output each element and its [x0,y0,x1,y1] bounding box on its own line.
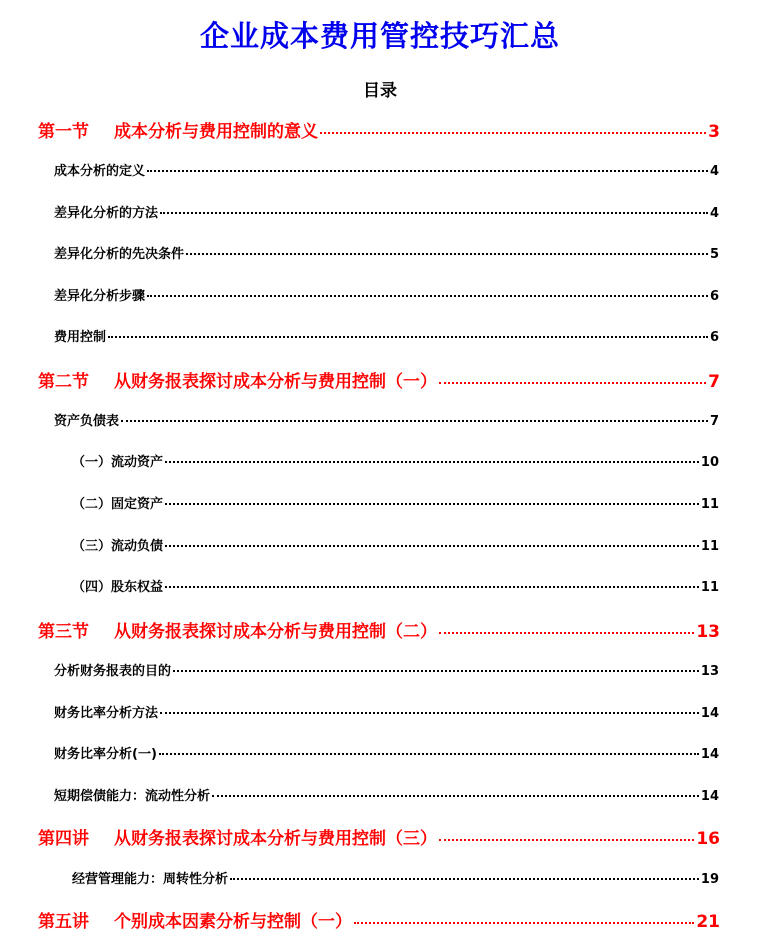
toc-entry-label [54,743,157,762]
toc-entry-text: 从财务报表探讨成本分析与费用控制（三） [114,829,437,849]
toc-entry-label [54,202,158,221]
dot-leader [108,336,708,338]
toc-page-number: 11 [700,539,719,554]
toc-item-link[interactable] [54,660,719,679]
toc-entry-text: （三）流动负债 [72,539,164,554]
dot-leader [230,878,699,880]
toc-item-link[interactable] [54,702,719,721]
toc-section-number: 第三节 [38,622,89,642]
toc-entry-label [54,326,106,345]
toc-page-number: 14 [700,706,719,721]
toc-section-link[interactable] [38,907,720,932]
dot-leader [160,212,708,214]
dot-leader [320,132,706,134]
toc-page-number: 21 [696,912,720,932]
dot-leader [354,922,694,924]
toc-page-number: 14 [700,789,719,804]
dot-leader [439,382,706,384]
toc-item-link[interactable] [54,410,719,429]
toc-entry-label [54,243,184,262]
toc-entry-text: 差异化分析步骤 [54,289,146,304]
toc-section-link[interactable] [38,367,720,392]
dot-leader [186,253,708,255]
toc-section-number: 第二节 [38,372,89,392]
toc-entry-label [38,367,437,392]
toc-entry-label [38,907,352,932]
toc-item-link[interactable] [72,493,719,512]
toc-entry-label [72,535,163,554]
dot-leader [147,170,708,172]
dot-leader [439,632,694,634]
dot-leader [165,586,699,588]
toc-entry-label [54,410,119,429]
toc-entry-text: 成本分析的定义 [54,164,146,179]
toc-section-number: 第四讲 [38,829,89,849]
toc-entry-label [72,493,163,512]
toc-item-link[interactable] [54,785,719,804]
toc-section-number: 第五讲 [38,912,89,932]
toc-item-link[interactable] [54,243,719,262]
toc-item-link[interactable] [54,285,719,304]
toc-item-link[interactable] [72,576,719,595]
toc-entry-text: 经营管理能力：周转性分析 [72,872,229,887]
toc-entry-text: 短期偿债能力：流动性分析 [54,789,211,804]
dot-leader [212,795,699,797]
toc-item-link[interactable] [54,326,719,345]
toc-page-number: 13 [700,664,719,679]
toc-entry-label [38,617,437,642]
toc-page-number: 11 [700,497,719,512]
toc-entry-text: 分析财务报表的目的 [54,664,172,679]
toc-section-link[interactable] [38,824,720,849]
toc-entry-label [38,117,318,142]
toc-page-number: 14 [700,747,719,762]
toc-entry-text: 从财务报表探讨成本分析与费用控制（二） [114,622,437,642]
toc-entry-text: 财务比率分析(一) [54,747,157,762]
document-title: 企业成本费用管控技巧汇总 [199,19,560,53]
toc-page-number: 4 [709,164,719,179]
dot-leader [439,839,694,841]
toc-entry-label [72,576,163,595]
toc-entry-label [38,824,437,849]
toc-page-number: 16 [696,829,720,849]
toc-entry-text: 从财务报表探讨成本分析与费用控制（一） [114,372,437,392]
toc-entry-text: 资产负债表 [54,414,120,429]
toc-entry-text: 财务比率分析方法 [54,706,159,721]
toc-page-number: 10 [700,455,719,470]
toc-entry-label [54,160,145,179]
toc-page-number: 6 [709,330,719,345]
toc-page-number: 11 [700,580,719,595]
toc-entry-label [72,451,163,470]
toc-entry-text: 个别成本因素分析与控制（一） [114,912,352,932]
toc-page-number: 5 [709,247,719,262]
toc-heading: 目录 [363,81,397,101]
toc-entry-text: 费用控制 [54,330,107,345]
dot-leader [173,670,699,672]
toc-entry-text: 成本分析与费用控制的意义 [114,122,318,142]
toc-section-link[interactable] [38,117,720,142]
toc-item-link[interactable] [54,160,719,179]
dot-leader [147,295,708,297]
dot-leader [159,753,699,755]
dot-leader [165,503,699,505]
toc-entry-text: 差异化分析的方法 [54,206,159,221]
toc-page-number: 7 [709,414,719,429]
toc-entry-text: 差异化分析的先决条件 [54,247,185,262]
toc-page-number: 6 [709,289,719,304]
dot-leader [160,712,699,714]
toc-page-number: 4 [709,206,719,221]
toc-entry-text: （一）流动资产 [72,455,164,470]
toc-section-number: 第一节 [38,122,89,142]
dot-leader [165,461,699,463]
dot-leader [121,420,708,422]
toc-item-link[interactable] [72,868,719,887]
toc-entry-label [54,285,145,304]
toc-page-number: 19 [700,872,719,887]
toc-page-number: 3 [708,122,720,142]
dot-leader [165,545,699,547]
toc-entry-text: （二）固定资产 [72,497,164,512]
toc-entry-text: （四）股东权益 [72,580,164,595]
toc-entry-label [54,785,210,804]
toc-entry-label [54,702,158,721]
toc-item-link[interactable] [54,202,719,221]
toc-page-number: 7 [708,372,720,392]
toc-page-number: 13 [696,622,720,642]
toc-section-link[interactable] [38,617,720,642]
toc-item-link[interactable] [72,451,719,470]
toc-item-link[interactable] [72,535,719,554]
toc-entry-label [72,868,228,887]
toc-item-link[interactable] [54,743,719,762]
toc-entry-label [54,660,171,679]
